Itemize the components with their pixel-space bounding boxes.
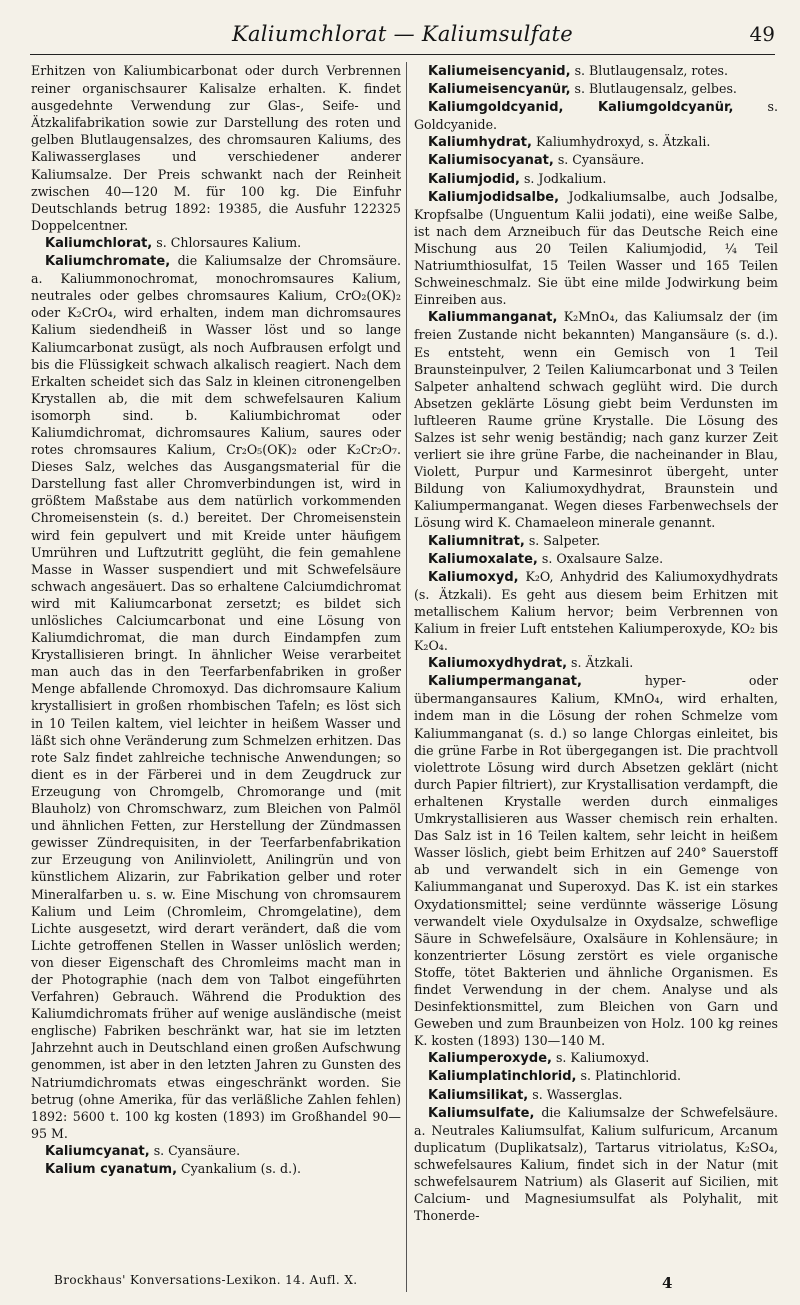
entry-lemma: Kaliumchlorat, (45, 235, 153, 251)
entry-text: Cyankalium (s. d.). (177, 1161, 302, 1176)
entry (414, 532, 778, 550)
entry-text: s. Cyansäure. (149, 1142, 241, 1158)
entry (414, 550, 778, 568)
entry (414, 654, 778, 672)
entry-lemma: Kaliumoxyd, (428, 569, 519, 585)
entry-text: Jodkaliumsalbe, auch Jodsalbe, Kropfsalbe (Unguentum Kalii jodati), eine weiße Salbe, ist nach dem Arzneibuch für das Deutsche Reich eine Mischung aus 20 Teilen Kaliumjodid, ¼ Teil Natriumthiosulfat, 15 Teilen Wasser und 165 Teilen Schweineschmalz. Sie übt eine milde Jodwirkung beim Einreiben aus. (414, 188, 778, 308)
entry (31, 62, 401, 234)
entry (414, 672, 778, 1049)
entry-text: die Kaliumsalze der Chromsäure. a. Kaliummonochromat, monochromsaures Kalium, neutrales oder gelbes chromsaures Kalium, CrO₂(OK)₂ oder K₂CrO₄, wird erhalten, indem man dichromsaures Kalium siedendheiß in Wasser löst und so lange Kaliumcarbonat zusügt, als noch Aufbrausen erfolgt und bis die Flüssigkeit schwach alkalisch reagiert. Nach dem Erkalten scheidet sich das Salz in kleinen citronengelben Krystallen ab, die mit dem schwefelsauren Kalium isomorph sind. b. Kaliumbichromat oder Kaliumdichromat, dichromsaures Kalium, saures oder rotes chromsaures Kalium, Cr₂O₅(OK)₂ oder K₂Cr₂O₇. Dieses Salz, welches das Ausgangsmaterial für die Darstellung fast aller Chromverbindungen ist, wird in größtem Maßstabe aus dem natürlich vorkommenden Chromeisenstein (s. d.) bereitet. Der Chromeisenstein wird fein gepulvert und mit Kreide unter häufigem Umrühren und Luftzutritt geglüht, die fein gemahlene Masse in Wasser suspendiert und mit Schwefelsäure schwach angesäuert. Das so erhaltene Calciumdichromat wird mit Kaliumcarbonat zersetzt; es bildet sich unlösliches Calciumcarbonat und eine Lösung von Kaliumdichromat, die man durch Eindampfen zum Krystallisieren bringt. In ähnlicher Weise verarbeitet man auch das in den Teerfarbenfabriken in großer Menge abfallende Chromoxyd. Das dichromsaure Kalium krystallisiert in großen rhombischen Tafeln; es löst sich in 10 Teilen kaltem, viel leichter in heißem Wasser und läßt sich ohne Veränderung zum Schmelzen erhitzen. Das rote Salz findet zahlreiche technische Anwendungen; so dient es in der Färberei und in dem Zeugdruck zur Erzeugung von Chromgelb, Chromorange und (mit Blauholz) von Chromschwarz, zum Bleichen von Palmöl und ähnlichen Fetten, zur Herstellung der Zündmassen gewisser Zündrequisiten, in der Teerfarbenfabrikation zur Erzeugung von Anilinviolett, Anilingrün und von künstlichem Alizarin, zur Fabrikation gelber und roter Mineralfarben u. s. w. Eine Mischung von chromsaurem Kalium und Leim (Chromleim, Chromgelatine), dem Lichte ausgesetzt, wird derart verändert, daß die vom Lichte getroffenen Stellen in Wasser unlöslich werden; von dieser Eigenschaft des Chromleims macht man in der Photographie (nach dem von Talbot eingeführten Verfahren) Gebrauch. Während die Produktion des Kaliumdichromats früher auf wenige ausländische (meist englische) Fabriken beschränkt war, hat sie im letzten Jahrzehnt auch in Deutschland einen großen Aufschwung genommen, ist aber in den letzten Jahren zu Gunsten des Natriumdichromats etwas eingeschränkt worden. Sie betrug (ohne Amerika, für das verläßliche Zahlen fehlen) 1892: 5600 t. 100 kg kosten (1893) im Großhandel 90—95 M. (31, 253, 401, 1141)
publisher-footer: Brockhaus' Konversations-Lexikon. 14. Aufl. X. (54, 1273, 358, 1287)
entry-lemma: Kaliumplatinchlorid, (428, 1069, 577, 1085)
entry-lemma: Kaliumgoldcyanid, Kaliumgoldcyanür, (428, 100, 734, 116)
entry (414, 1067, 778, 1085)
entry-lemma: Kaliumisocyanat, (428, 153, 554, 169)
entry-lemma: Kaliumnitrat, (428, 533, 525, 549)
entry-text: die Kaliumsalze der Schwefelsäure. a. Neutrales Kaliumsulfat, Kalium sulfuricum, Arcanum duplicatum (Duplikatsalz), Tartarus vitriolatus, K₂SO₄, schwefelsaures Kalium, findet sich in der Natur (mit schwefelsaurem Natrium) als Glaserit auf Sicilien, mit Calcium- und Magnesiumsulfat als Polyhalit, mit Thonerde- (414, 1104, 778, 1224)
entry-lemma: Kaliumjodidsalbe, (428, 189, 560, 205)
entry-text: Kaliumhydroxyd, s. Ätzkali. (531, 134, 711, 150)
entry-text: K₂MnO₄, das Kaliumsalz der (im freien Zustande nicht bekannten) Mangansäure (s. d.). Es entsteht, wenn ein Gemisch von 1 Teil Braunsteinpulver, 2 Teilen Kaliumcarbonat und 3 Teilen Salpeter anhaltend schwach geglüht wird. Die durch Absetzen geklärte Lösung giebt beim Verdunsten im luftleeren Raume grüne Krystalle. Die Lösung des Salzes ist sehr wenig beständig; nach ganz kurzer Zeit verliert sie ihre grüne Farbe, die nacheinander in Blau, Violett, Purpur und Karmesinrot übergeht, unter Bildung von Kaliumoxydhydrat, Braunstein und Kaliumpermanganat. Wegen dieses Farbenwechsels der Lösung wird K. Chamaeleon minerale genannt. (414, 309, 778, 531)
entry (414, 98, 778, 133)
entry-text: Erhitzen von Kaliumbicarbonat oder durch Verbrennen reiner organischsaurer Kalisalze erhalten. K. findet ausgedehnte Verwendung zur Glas-, Seife- und Ätzkalifabrikation sowie zur Darstellung des roten und gelben Blutlaugensalzes, des chromsauren Kaliums, des Kaliwasserglases und verschiedener anderer Kaliumsalze. Der Preis schwankt nach der Reinheit zwischen 40—120 M. für 100 kg. Die Einfuhr Deutschlands betrug 1892: 19385, die Ausfuhr 122325 Doppelcentner. (31, 63, 401, 233)
entry-lemma: Kaliumpermanganat, (428, 674, 582, 690)
entry (414, 568, 778, 654)
entry-lemma: Kaliumhydrat, (428, 135, 532, 151)
entry-lemma: Kaliumcyanat, (45, 1143, 150, 1159)
entry-lemma: Kaliumjodid, (428, 171, 520, 187)
entry (414, 188, 778, 309)
entry-text: s. Cyansäure. (553, 152, 645, 168)
entry (414, 1086, 778, 1104)
running-title: Kaliumchlorat — Kaliumsulfate (231, 22, 574, 46)
page-header (30, 20, 775, 55)
entry-text: s. Ätzkali. (567, 655, 634, 671)
right-column (414, 62, 778, 1272)
entry-lemma: Kalium cyanatum, (45, 1162, 178, 1177)
entry-lemma: Kaliummanganat, (428, 310, 558, 326)
entry (414, 170, 778, 188)
entry-text: s. Oxalsaure Salze. (537, 550, 664, 566)
entry-lemma: Kaliumperoxyde, (428, 1051, 552, 1067)
entry-text: s. Salpeter. (524, 532, 601, 548)
entry (31, 1160, 401, 1178)
entry (31, 234, 401, 252)
entry-text: K₂O, Anhydrid des Kaliumoxydhydrats (s. Ätzkali). Es geht aus diesem beim Erhitzen mit metallischem Kalium hervor; beim Verbrennen von Kalium in freier Luft entstehen Kaliumperoxyde, KO₂ bis K₂O₄. (414, 568, 778, 654)
entry-lemma: Kaliumsilikat, (428, 1087, 529, 1103)
entry-lemma: Kaliumeisencyanür, (428, 82, 571, 98)
entry-text: s. Jodkalium. (519, 170, 607, 186)
entry-text: s. Wasserglas. (528, 1086, 623, 1102)
entry-text: s. Kaliumoxyd. (551, 1050, 650, 1066)
entry (414, 1104, 778, 1225)
entry-text: s. Chlorsaures Kalium. (152, 234, 302, 250)
entry-lemma: Kaliumoxydhydrat, (428, 656, 568, 672)
entry (414, 151, 778, 169)
entry (414, 308, 778, 531)
entry (31, 252, 401, 1142)
entry-text: s. Goldcyanide. (414, 99, 778, 133)
entry-lemma: Kaliumeisencyanid, (428, 64, 571, 79)
entry-text: s. Platinchlorid. (576, 1068, 682, 1084)
entry (414, 133, 778, 151)
entry-lemma: Kaliumchromate, (45, 254, 171, 270)
entry (414, 80, 778, 98)
entry (31, 1142, 401, 1160)
entry-lemma: Kaliumoxalate, (428, 551, 538, 567)
entry-text: hyper- oder übermangansaures Kalium, KMnO₄, wird erhalten, indem man in die Lösung der rohen Schmelze vom Kaliummanganat (s. d.) so lange Chlorgas einleitet, bis die grüne Farbe in Rot übergegangen ist. Die prachtvoll violettrote Lösung wird durch Absetzen geklärt (nicht durch Papier filtriert), zur Krystallisation verdampft, die erhaltenen Krystalle werden durch einmaliges Umkrystallisieren aus Wasser chemisch rein erhalten. Das Salz ist in 16 Teilen kaltem, sehr leicht in heißem Wasser löslich, giebt beim Erhitzen auf 240° Sauerstoff ab und verwandelt sich in ein Gemenge von Kaliummanganat und Superoxyd. Das K. ist ein starkes Oxydationsmittel; seine verdünnte wässerige Lösung verwandelt viele Oxydulsalze in Oxydsalze, schweflige Säure in Schwefelsäure, Oxalsäure in Kohlensäure; in konzentrierter Lösung zerstört es viele organische Stoffe, tötet Bakterien und ähnliche Organismen. Es findet Verwendung in der chem. Analyse und als Desinfektionsmittel, zum Bleichen von Garn und Geweben und zum Braunbeizen von Holz. 100 kg reines K. kosten (1893) 130—140 M. (414, 673, 778, 1049)
entry-text: s. Blutlaugensalz, gelbes. (570, 81, 737, 97)
entry (414, 1049, 778, 1067)
entry-lemma: Kaliumsulfate, (428, 1105, 535, 1121)
signature-mark: 4 (662, 1274, 673, 1292)
column-rule (406, 62, 407, 1292)
entry-text: s. Blutlaugensalz, rotes. (570, 63, 728, 78)
left-column (31, 62, 401, 1272)
page-number: 49 (749, 22, 775, 46)
entry (414, 62, 778, 80)
